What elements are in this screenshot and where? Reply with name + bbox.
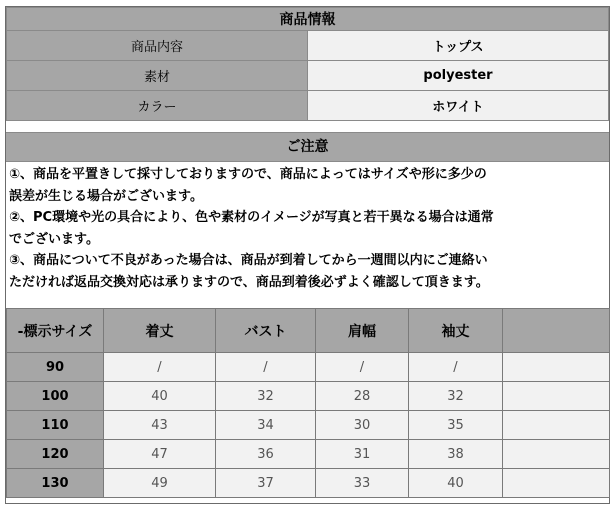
product-info-table (6, 7, 609, 121)
size-header-row (7, 309, 610, 353)
size-cell: 49 (104, 469, 216, 498)
table-row (7, 411, 610, 440)
size-cell (503, 382, 610, 411)
size-label: 100 (7, 382, 104, 411)
size-label: 110 (7, 411, 104, 440)
size-header: バスト (216, 309, 316, 353)
info-row-color (7, 91, 609, 121)
table-row (7, 469, 610, 498)
size-cell: 32 (409, 382, 503, 411)
size-header: 肩幅 (316, 309, 409, 353)
size-label: 120 (7, 440, 104, 469)
notice-line: ③、商品について不良があった場合は、商品が到着してから一週間以内にご連絡い (9, 253, 488, 268)
product-info-title: 商品情報 (7, 8, 609, 31)
size-table (6, 308, 610, 498)
size-label: 90 (7, 353, 104, 382)
size-cell: 33 (316, 469, 409, 498)
size-cell: 38 (409, 440, 503, 469)
notice-line: ②、PC環境や光の具合により、色や素材のイメージが写真と若干異なる場合は通常 (9, 210, 494, 225)
notice-line: 誤差が生じる場合がございます。 (9, 188, 203, 204)
info-row-material (7, 61, 609, 91)
size-header (503, 309, 610, 353)
size-cell: 43 (104, 411, 216, 440)
size-cell: / (409, 353, 503, 382)
size-cell: 32 (216, 382, 316, 411)
product-info-sheet (5, 6, 610, 504)
size-cell: 40 (409, 469, 503, 498)
notice-line: でございます。 (9, 231, 99, 247)
size-header: 袖丈 (409, 309, 503, 353)
info-label: 商品内容 (7, 31, 308, 61)
size-label: 130 (7, 469, 104, 498)
info-row-content (7, 31, 609, 61)
info-label: 素材 (7, 61, 308, 91)
size-cell: / (104, 353, 216, 382)
table-row (7, 382, 610, 411)
notice-line: ①、商品を平置きして採寸しておりますので、商品によってはサイズや形に多少の (9, 167, 487, 182)
size-cell: 37 (216, 469, 316, 498)
size-cell (503, 469, 610, 498)
size-cell: / (216, 353, 316, 382)
size-cell (503, 353, 610, 382)
table-row (7, 353, 610, 382)
info-label: カラー (7, 91, 308, 121)
size-cell (503, 411, 610, 440)
size-cell: 47 (104, 440, 216, 469)
notice-line: ただければ返品交換対応は承りますので、商品到着後必ずよく確認して頂きます。 (9, 274, 489, 290)
size-cell (503, 440, 610, 469)
size-header: -標示サイズ (7, 309, 104, 353)
size-cell: 40 (104, 382, 216, 411)
size-cell: 30 (316, 411, 409, 440)
info-value: ホワイト (308, 91, 609, 121)
info-value: トップス (308, 31, 609, 61)
size-cell: 35 (409, 411, 503, 440)
size-cell: 36 (216, 440, 316, 469)
size-cell: 34 (216, 411, 316, 440)
size-cell: 31 (316, 440, 409, 469)
size-cell: 28 (316, 382, 409, 411)
notice-title: ご注意 (6, 132, 609, 162)
notice-body (6, 162, 609, 307)
info-value: polyester (308, 61, 609, 91)
size-header: 着丈 (104, 309, 216, 353)
size-cell: / (316, 353, 409, 382)
table-row (7, 440, 610, 469)
